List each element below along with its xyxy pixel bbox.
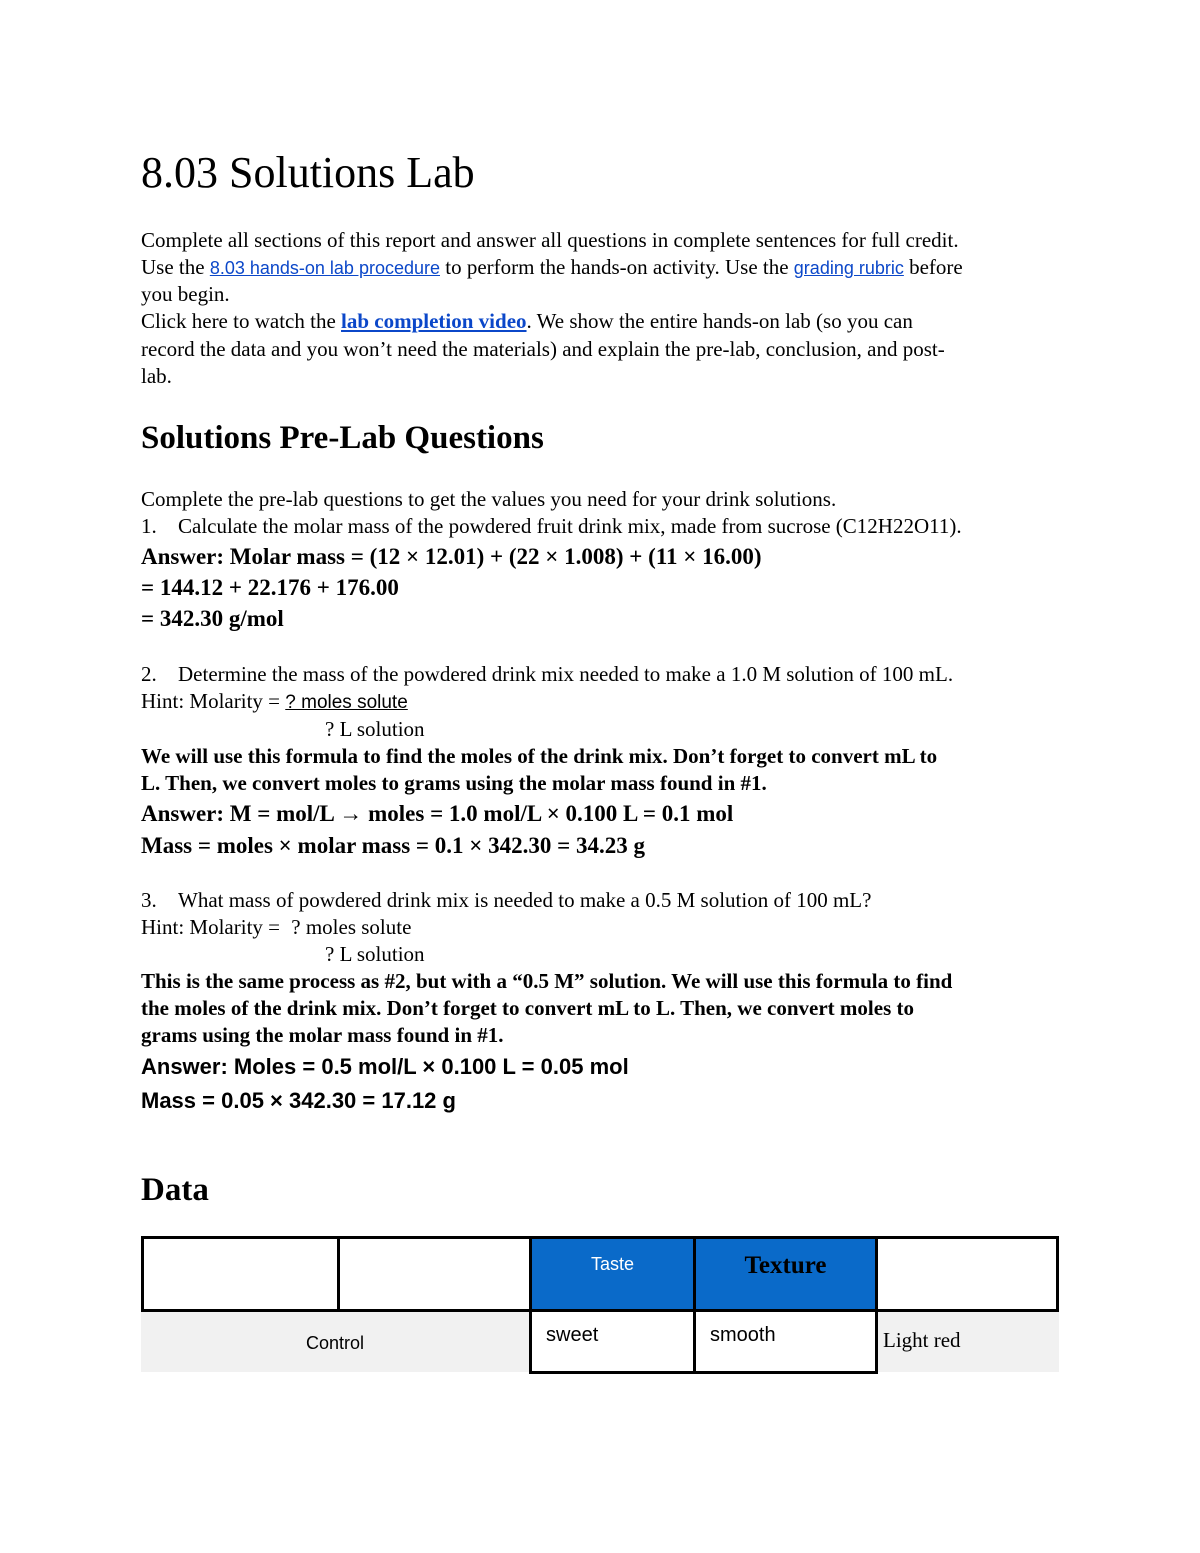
q3-note-line-1: This is the same process as #2, but with a “0.5 M” solution. We will use this formula to find xyxy=(141,969,953,993)
q3-answer-line-2: Mass = 0.05 × 342.30 = 17.12 g xyxy=(141,1088,456,1113)
question-2 xyxy=(141,661,953,688)
q2-note-line-2: L. Then, we convert moles to grams using the molar mass found in #1. xyxy=(141,771,767,795)
question-3 xyxy=(141,887,871,914)
cell-taste: sweet xyxy=(529,1309,696,1374)
intro-text: Click here to watch the xyxy=(141,309,342,333)
lab-video-link[interactable]: lab completion video xyxy=(341,309,527,333)
q3-answer-line-1: Answer: Moles = 0.5 mol/L × 0.100 L = 0.05 mol xyxy=(141,1054,629,1079)
q3-hint xyxy=(141,914,411,941)
intro-text: to perform the hands-on activity. Use the xyxy=(440,255,794,279)
hint-label: Hint: Molarity = xyxy=(141,689,286,713)
question-1 xyxy=(141,513,962,540)
row-label-control: Control xyxy=(141,1312,529,1372)
intro-line-2 xyxy=(141,254,963,282)
intro-line-5: record the data and you won’t need the materials) and explain the pre-lab, conclusion, and post- xyxy=(141,337,945,361)
question-number: 1. xyxy=(141,514,157,538)
cell-texture: smooth xyxy=(693,1309,878,1374)
intro-text: Use the xyxy=(141,255,210,279)
intro-line-4 xyxy=(141,308,913,335)
header-cell-empty-1 xyxy=(141,1236,340,1312)
intro-text: before xyxy=(903,255,963,279)
hint-numerator: ? moles solute xyxy=(291,915,412,939)
q2-answer-line-1: Answer: M = mol/L → moles = 1.0 mol/L × 0.100 L = 0.1 mol xyxy=(141,801,734,826)
q2-hint-denominator: ? L solution xyxy=(325,717,425,741)
hint-label: Hint: Molarity = xyxy=(141,915,286,939)
q1-answer-line-1: Answer: Molar mass = (12 × 12.01) + (22 × 1.008) + (11 × 16.00) xyxy=(141,544,762,569)
question-text: Calculate the molar mass of the powdered fruit drink mix, made from sucrose (C12H22O11). xyxy=(178,514,962,538)
header-cell-empty-3 xyxy=(875,1236,1059,1312)
intro-line-3: you begin. xyxy=(141,282,230,306)
q1-answer-line-3: = 342.30 g/mol xyxy=(141,606,284,631)
page-title: 8.03 Solutions Lab xyxy=(141,148,475,197)
cell-color: Light red xyxy=(878,1312,1059,1372)
intro-line-6: lab. xyxy=(141,364,172,388)
q3-note-line-3: grams using the molar mass found in #1. xyxy=(141,1023,504,1047)
intro-line-1: Complete all sections of this report and answer all questions in complete sentences for full credit. xyxy=(141,228,959,252)
question-number: 3. xyxy=(141,888,157,912)
prelab-heading: Solutions Pre-Lab Questions xyxy=(141,420,544,456)
data-table xyxy=(141,1236,1059,1374)
q3-note-line-2: the moles of the drink mix. Don’t forget to convert mL to L. Then, we convert moles to xyxy=(141,996,914,1020)
q2-note-line-1: We will use this formula to find the moles of the drink mix. Don’t forget to convert mL to xyxy=(141,744,938,768)
q3-hint-denominator: ? L solution xyxy=(325,942,425,966)
q2-answer-line-2: Mass = moles × molar mass = 0.1 × 342.30 = 34.23 g xyxy=(141,833,646,858)
procedure-link[interactable]: 8.03 hands-on lab procedure xyxy=(209,258,440,278)
q1-answer-line-2: = 144.12 + 22.176 + 176.00 xyxy=(141,575,399,600)
intro-text: . We show the entire hands-on lab (so you can xyxy=(526,309,913,333)
header-cell-taste: Taste xyxy=(529,1236,696,1312)
prelab-intro: Complete the pre-lab questions to get the values you need for your drink solutions. xyxy=(141,487,837,511)
grading-rubric-link[interactable]: grading rubric xyxy=(793,258,904,278)
header-cell-texture: Texture xyxy=(693,1236,878,1312)
question-number: 2. xyxy=(141,662,157,686)
question-text: Determine the mass of the powdered drink mix needed to make a 1.0 M solution of 100 mL. xyxy=(178,662,954,686)
hint-numerator: ? moles solute xyxy=(285,692,408,713)
header-cell-empty-2 xyxy=(337,1236,532,1312)
data-heading: Data xyxy=(141,1172,209,1208)
question-text: What mass of powdered drink mix is needed to make a 0.5 M solution of 100 mL? xyxy=(178,888,872,912)
q2-hint xyxy=(141,688,408,716)
